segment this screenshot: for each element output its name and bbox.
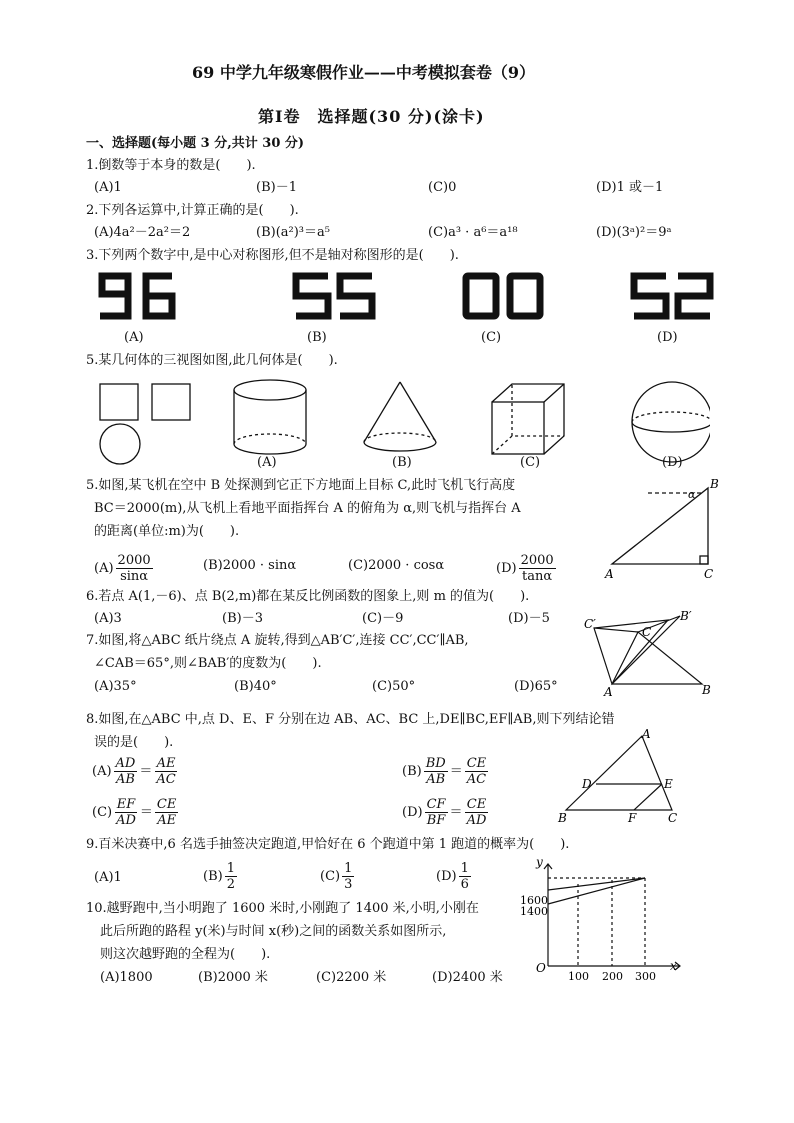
q5a-label-c: (C): [520, 455, 541, 470]
label-alpha: α: [688, 488, 696, 501]
q9-option-a[interactable]: (A)1: [94, 870, 122, 885]
q8-option-b[interactable]: (B) $\frac{BD}{AB}$ ＝ $\frac{CE}{AC}$: [402, 756, 487, 787]
q5a-option-a-cylinder[interactable]: [234, 380, 306, 454]
q5a-stem: 5.某几何体的三视图如图,此几何体是( ).: [86, 353, 338, 368]
q9-option-c[interactable]: (C) $\frac{1}{3}$: [320, 861, 353, 892]
q2-option-b[interactable]: (B)(a²)³＝a⁵: [256, 225, 330, 240]
q5b-stem-line3: 的距离(单位:m)为( ).: [94, 524, 240, 539]
label-a: A: [604, 685, 613, 698]
q8-option-d[interactable]: (D) $\frac{CF}{BF}$ ＝ $\frac{CE}{AD}$: [402, 797, 487, 828]
q6-option-d[interactable]: (D)－5: [508, 611, 550, 626]
x-tick-100: 100: [568, 970, 589, 983]
q10-stem-line3: 则这次越野跑的全程为( ).: [100, 947, 271, 962]
q2-stem: 2.下列各运算中,计算正确的是( ).: [86, 203, 299, 218]
q7-option-b[interactable]: (B)40°: [234, 679, 277, 694]
label-d: D: [582, 777, 592, 791]
q3-label-b: (B): [307, 330, 327, 345]
q1-option-d[interactable]: (D)1 或－1: [596, 180, 664, 195]
q1-option-b[interactable]: (B)－1: [256, 180, 297, 195]
q3-digit-96[interactable]: [100, 276, 172, 316]
label-e: E: [664, 777, 673, 791]
q3-label-a: (A): [124, 330, 144, 345]
q7-option-c[interactable]: (C)50°: [372, 679, 416, 694]
q8-option-c[interactable]: (C) $\frac{EF}{AD}$ ＝ $\frac{CE}{AE}$: [92, 797, 177, 828]
q9-option-b[interactable]: (B) $\frac{1}{2}$: [203, 861, 235, 892]
q10-option-c[interactable]: (C)2200 米: [316, 970, 387, 985]
label-b: B: [710, 477, 719, 491]
exam-title: 69 中学九年级寒假作业——中考模拟套卷（9）: [192, 63, 535, 82]
q5b-triangle-figure: [596, 474, 726, 582]
x-tick-200: 200: [602, 970, 623, 983]
q3-digit-55[interactable]: [296, 276, 372, 316]
q10-stem-line2: 此后所跑的路程 y(米)与时间 x(秒)之间的函数关系如图所示,: [100, 924, 447, 939]
q9-option-d[interactable]: (D) $\frac{1}{6}$: [436, 861, 469, 892]
label-b-prime: B′: [680, 609, 692, 623]
label-b: B: [702, 683, 711, 697]
side-view-square: [152, 384, 190, 420]
q7-option-a[interactable]: (A)35°: [94, 679, 137, 694]
q5b-stem-line2: BC＝2000(m),从飞机上看地平面指挥台 A 的俯角为 α,则飞机与指挥台 A: [94, 501, 521, 516]
q5a-option-c-cube[interactable]: [492, 384, 564, 454]
section-title: 第Ⅰ卷 选择题(30 分)(涂卡): [258, 107, 485, 126]
label-b: B: [558, 811, 567, 825]
axis-y-label: y: [536, 855, 543, 869]
q1-option-c[interactable]: (C)0: [428, 180, 457, 195]
top-view-circle: [100, 424, 140, 464]
front-view-square: [100, 384, 138, 420]
label-c-prime: C′: [584, 617, 596, 631]
q5b-stem-line1: 5.如图,某飞机在空中 B 处探测到它正下方地面上目标 C,此时飞机飞行高度: [86, 478, 516, 493]
q5b-option-d[interactable]: (D) $\frac{2000}{\tan\alpha}$: [496, 553, 554, 584]
q10-graph: [520, 854, 690, 984]
axis-x-label: x: [670, 959, 677, 973]
q2-option-a[interactable]: (A)4a²－2a²＝2: [94, 225, 191, 240]
q2-option-c[interactable]: (C)a³ · a⁶＝a¹⁸: [428, 225, 518, 240]
q10-option-b[interactable]: (B)2000 米: [198, 970, 268, 985]
q9-stem: 9.百米决赛中,6 名选手抽签决定跑道,甲恰好在 6 个跑道中第 1 跑道的概率为( ).: [86, 837, 570, 852]
q10-option-a[interactable]: (A)1800: [100, 970, 153, 985]
part-heading: 一、选择题(每小题 3 分,共计 30 分): [86, 136, 305, 151]
q6-option-a[interactable]: (A)3: [94, 611, 122, 626]
q7-stem-line2: ∠CAB＝65°,则∠BAB′的度数为( ).: [94, 656, 322, 671]
q10-option-d[interactable]: (D)2400 米: [432, 970, 503, 985]
origin-label: O: [536, 961, 546, 975]
q3-label-d: (D): [657, 330, 678, 345]
label-c: C: [668, 811, 678, 825]
q8-option-a[interactable]: (A) $\frac{AD}{AB}$ ＝ $\frac{AE}{AC}$: [92, 756, 176, 787]
q3-digit-52[interactable]: [634, 276, 710, 316]
q3-stem: 3.下列两个数字中,是中心对称图形,但不是轴对称图形的是( ).: [86, 248, 459, 263]
q8-triangle-figure: [556, 728, 686, 826]
q5b-option-c[interactable]: (C)2000 · cosα: [348, 558, 445, 573]
label-a: A: [642, 728, 651, 741]
label-c: C: [642, 625, 652, 639]
q7-rotation-figure: [584, 606, 724, 698]
label-c: C: [704, 567, 714, 581]
q10-stem-line1: 10.越野跑中,当小明跑了 1600 米时,小刚跑了 1400 米,小明,小刚在: [86, 901, 479, 916]
q1-stem: 1.倒数等于本身的数是( ).: [86, 158, 256, 173]
q8-stem-line2: 误的是( ).: [94, 735, 174, 750]
q3-digits-figure: [90, 268, 730, 348]
q5a-label-b: (B): [392, 455, 412, 470]
q5b-option-a[interactable]: (A) $\frac{2000}{\sin\alpha}$: [94, 553, 151, 584]
y-tick-1400: 1400: [520, 905, 548, 918]
label-a: A: [605, 567, 614, 581]
q2-option-d[interactable]: (D)(3ᵃ)²＝9ᵃ: [596, 225, 672, 240]
q5b-option-b[interactable]: (B)2000 · sinα: [203, 558, 297, 573]
q6-option-c[interactable]: (C)－9: [362, 611, 404, 626]
x-tick-300: 300: [635, 970, 656, 983]
q5a-option-d-sphere[interactable]: [632, 382, 710, 462]
y-tick-1600: 1600: [520, 894, 548, 907]
q3-label-c: (C): [481, 330, 502, 345]
q8-stem-line1: 8.如图,在△ABC 中,点 D、E、F 分别在边 AB、AC、BC 上,DE∥BC,EF∥AB,则下列结论错: [86, 712, 615, 727]
q7-stem-line1: 7.如图,将△ABC 纸片绕点 A 旋转,得到△AB′C′,连接 CC′,CC′∥AB,: [86, 633, 469, 648]
q7-option-d[interactable]: (D)65°: [514, 679, 558, 694]
q3-digit-00[interactable]: [466, 276, 540, 316]
q6-option-b[interactable]: (B)－3: [222, 611, 263, 626]
q5a-option-b-cone[interactable]: [364, 382, 436, 451]
q6-stem: 6.若点 A(1,－6)、点 B(2,m)都在某反比例函数的图象上,则 m 的值为( ).: [86, 589, 530, 604]
q1-option-a[interactable]: (A)1: [94, 180, 122, 195]
q5a-label-d: (D): [662, 455, 683, 470]
q5a-label-a: (A): [257, 455, 277, 470]
label-f: F: [628, 811, 637, 825]
